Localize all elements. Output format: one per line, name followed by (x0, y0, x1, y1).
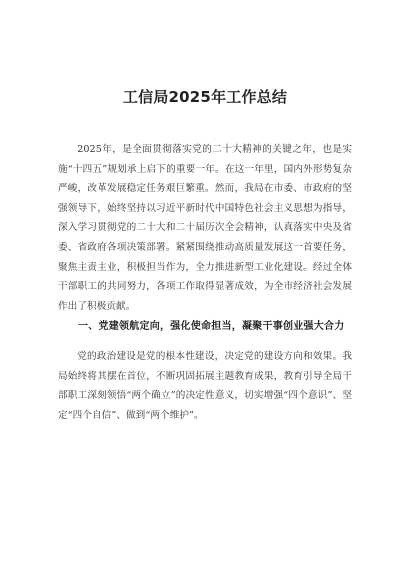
section-paragraph: 党的政治建设是党的根本性建设，决定党的建设方向和效果。我局始终将其摆在首位，不断巩固拓展主题教育成果，教育引导全局干部职工深刻领悟“两个确立”的决定性意义，切实增强“四个意识”、坚定“四个自信”、做到“两个维护”。 (58, 350, 352, 421)
document-title: 工信局2025年工作总结 (122, 88, 288, 106)
section-heading: 一、党建领航定向，强化使命担当，凝聚干事创业强大合力 (78, 321, 345, 333)
document-content (58, 88, 352, 425)
intro-paragraph: 2025年，是全面贯彻落实党的二十大精神的关键之年，也是实施“十四五”规划承上启下的重要一年。在这一年里，国内外形势复杂严峻，改革发展稳定任务艰巨繁重。然而，我局在市委、市政府的坚强领导下，始终坚持以习近平新时代中国特色社会主义思想为指导，深入学习贯彻党的二十大和二十届历次全会精神，认真落实中央及省委、省政府各项决策部署。紧紧围绕推动高质量发展这一首要任务，聚焦主责主业，积极担当作为，全力推进新型工业化建设。经过全体干部职工的共同努力，各项工作取得显著成效，为全市经济社会发展作出了积极贡献。 (58, 144, 352, 312)
